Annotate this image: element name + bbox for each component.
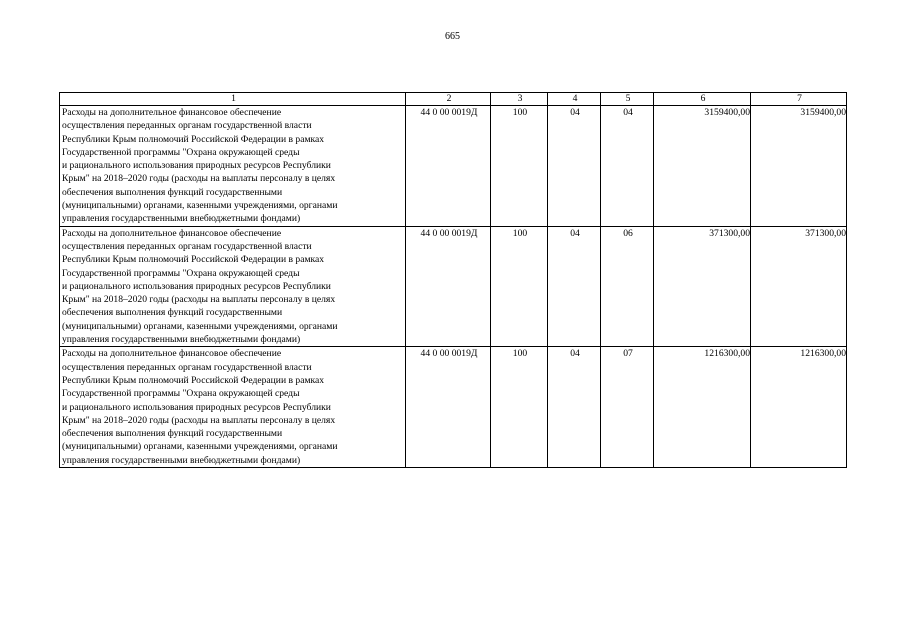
expense-type-code: 100 [491,106,548,227]
description-line: (муниципальными) органами, казенными учреждениями, органами [62,441,338,453]
description-line: Государственной программы "Охрана окружающей среды [62,388,300,400]
description-line: Крым" на 2018–2020 годы (расходы на выплаты персоналу в целях [62,414,336,426]
description-line: и рационального использования природных ресурсов Республики [62,280,331,292]
table-row [60,226,847,347]
subsection-code: 07 [601,347,654,468]
subsection-code: 06 [601,226,654,347]
expense-description-cell [60,226,406,347]
description-line: (муниципальными) органами, казенными учреждениями, органами [62,320,338,332]
amount-cell: 371300,00 [751,226,847,347]
budget-table [59,92,847,468]
description-line: обеспечения выполнения функций государственными [62,186,283,198]
section-code: 04 [548,226,601,347]
column-header: 3 [491,93,548,106]
description-line: и рационального использования природных ресурсов Республики [62,401,331,413]
column-header: 2 [406,93,491,106]
table-row [60,347,847,468]
description-line: осуществления переданных органам государственной власти [62,120,312,132]
table-row [60,106,847,227]
column-header: 4 [548,93,601,106]
amount-cell: 371300,00 [654,226,751,347]
target-article-code: 44 0 00 0019Д [406,347,491,468]
section-code: 04 [548,106,601,227]
description-line: и рационального использования природных ресурсов Республики [62,160,331,172]
column-header: 6 [654,93,751,106]
description-line: Расходы на дополнительное финансовое обеспечение [62,227,282,239]
amount-cell: 1216300,00 [654,347,751,468]
table-header-row [60,93,847,106]
amount-cell: 3159400,00 [751,106,847,227]
expense-type-code: 100 [491,226,548,347]
expense-description-cell [60,347,406,468]
expense-type-code: 100 [491,347,548,468]
description-line: Расходы на дополнительное финансовое обеспечение [62,348,282,360]
description-line: управления государственными внебюджетными фондами) [62,454,301,466]
amount-cell: 3159400,00 [654,106,751,227]
description-line: Государственной программы "Охрана окружающей среды [62,267,300,279]
description-line: Крым" на 2018–2020 годы (расходы на выплаты персоналу в целях [62,294,336,306]
description-line: Расходы на дополнительное финансовое обеспечение [62,107,282,118]
column-header: 1 [60,93,406,106]
description-line: осуществления переданных органам государственной власти [62,361,312,373]
target-article-code: 44 0 00 0019Д [406,226,491,347]
target-article-code: 44 0 00 0019Д [406,106,491,227]
description-line: обеспечения выполнения функций государственными [62,307,283,319]
description-line: осуществления переданных органам государственной власти [62,240,312,252]
subsection-code: 04 [601,106,654,227]
column-header: 5 [601,93,654,106]
page-number: 665 [445,31,460,42]
description-line: Крым" на 2018–2020 годы (расходы на выплаты персоналу в целях [62,173,336,185]
description-line: Республики Крым полномочий Российской Федерации в рамках [62,133,325,145]
description-line: управления государственными внебюджетными фондами) [62,334,301,346]
amount-cell: 1216300,00 [751,347,847,468]
description-line: Государственной программы "Охрана окружающей среды [62,146,300,158]
description-line: (муниципальными) органами, казенными учреждениями, органами [62,200,338,212]
expense-description-cell [60,106,406,227]
description-line: Республики Крым полномочий Российской Федерации в рамках [62,374,325,386]
section-code: 04 [548,347,601,468]
description-line: Республики Крым полномочий Российской Федерации в рамках [62,254,325,266]
column-header: 7 [751,93,847,106]
description-line: управления государственными внебюджетными фондами) [62,213,301,225]
description-line: обеспечения выполнения функций государственными [62,428,283,440]
